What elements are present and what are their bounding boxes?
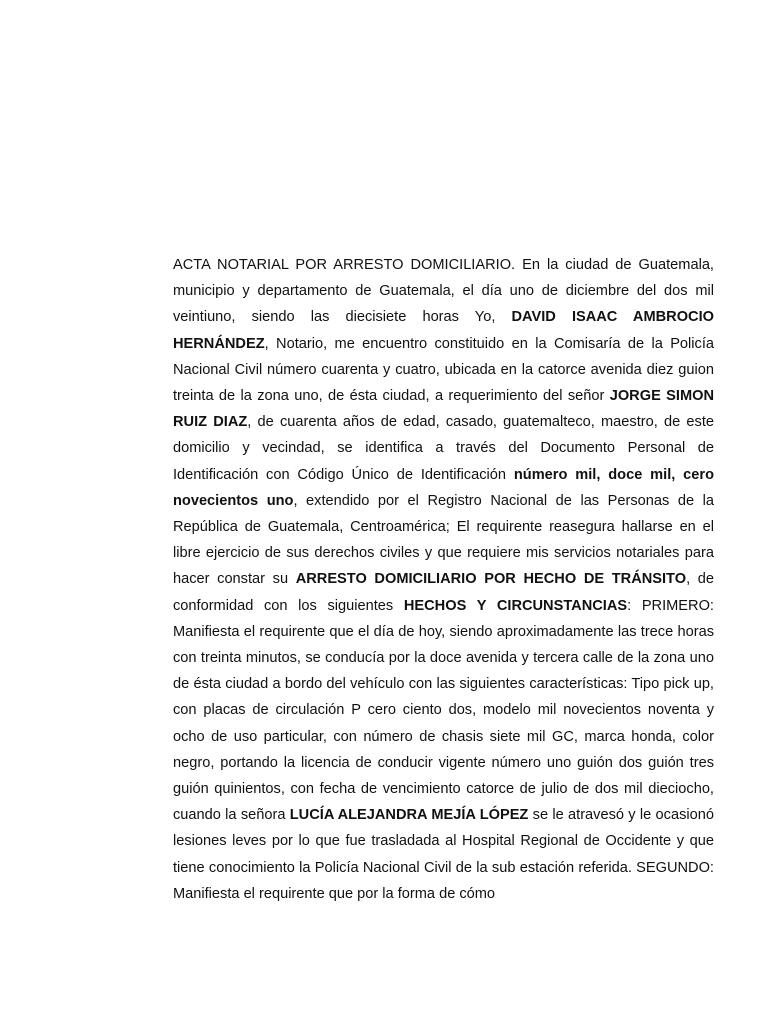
text-run: , de cuarenta años de edad, casado, guatemalteco, maestro, de este domicilio y vecindad, se identifica a través del Documento Personal de Identificación con Código Único de Identificación xyxy=(173,414,714,483)
facts-heading: HECHOS Y CIRCUNSTANCIAS xyxy=(403,597,628,614)
id-number: número mil, doce mil, cero novecientos uno xyxy=(173,466,715,509)
acta-paragraph xyxy=(173,252,714,907)
notary-name: DAVID ISAAC AMBROCIO HERNÁNDEZ xyxy=(173,309,714,352)
injured-party-name: LUCÍA ALEJANDRA MEJÍA LÓPEZ xyxy=(289,807,529,824)
text-run: , extendido por el Registro Nacional de las Personas de la República de Guatemala, Centroamérica; El requirente reasegura hallarse en el libre ejercicio de sus derechos civiles y que requiere mis servicios notariales para hacer constar su xyxy=(173,492,715,588)
text-run: se le atravesó y le ocasionó lesiones leves por lo que fue trasladada al Hospital Regional de Occidente y que tiene conocimiento la Policía Nacional Civil de la sub estación referida. SEGUNDO: Manifiesta el requirente que por la forma de cómo xyxy=(173,807,714,902)
text-run: ACTA NOTARIAL POR ARRESTO DOMICILIARIO. En la ciudad de Guatemala, municipio y departamento de Guatemala, el día uno de diciembre del dos mil veintiuno, siendo las diecisiete horas Yo, xyxy=(173,257,714,326)
document-body xyxy=(173,252,714,907)
text-run: , de conformidad con los siguientes xyxy=(173,571,714,614)
text-run: , Notario, me encuentro constituido en la Comisaría de la Policía Nacional Civil número cuarenta y cuatro, ubicada en la catorce avenida diez guion treinta de la zona uno, de ésta ciudad, a requerimiento del señor xyxy=(173,335,714,405)
arrest-type: ARRESTO DOMICILIARIO POR HECHO DE TRÁNSITO xyxy=(295,571,687,588)
text-run: : PRIMERO: Manifiesta el requirente que el día de hoy, siendo aproximadamente las trece horas con treinta minutos, se conducía por la doce avenida y tercera calle de la zona uno de ésta ciudad a bordo del vehículo con las siguientes características: Tipo pick up, con placas de circulación P cero ciento dos, modelo mil novecientos noventa y ocho de uso particular, con número de chasis siete mil GC, marca honda, color negro, portando la licencia de conducir vigente número uno guión dos guión tres guión quinientos, con fecha de vencimiento catorce de julio de dos mil dieciocho, cuando la señora xyxy=(173,597,714,824)
requester-name: JORGE SIMON RUIZ DIAZ xyxy=(173,388,715,431)
